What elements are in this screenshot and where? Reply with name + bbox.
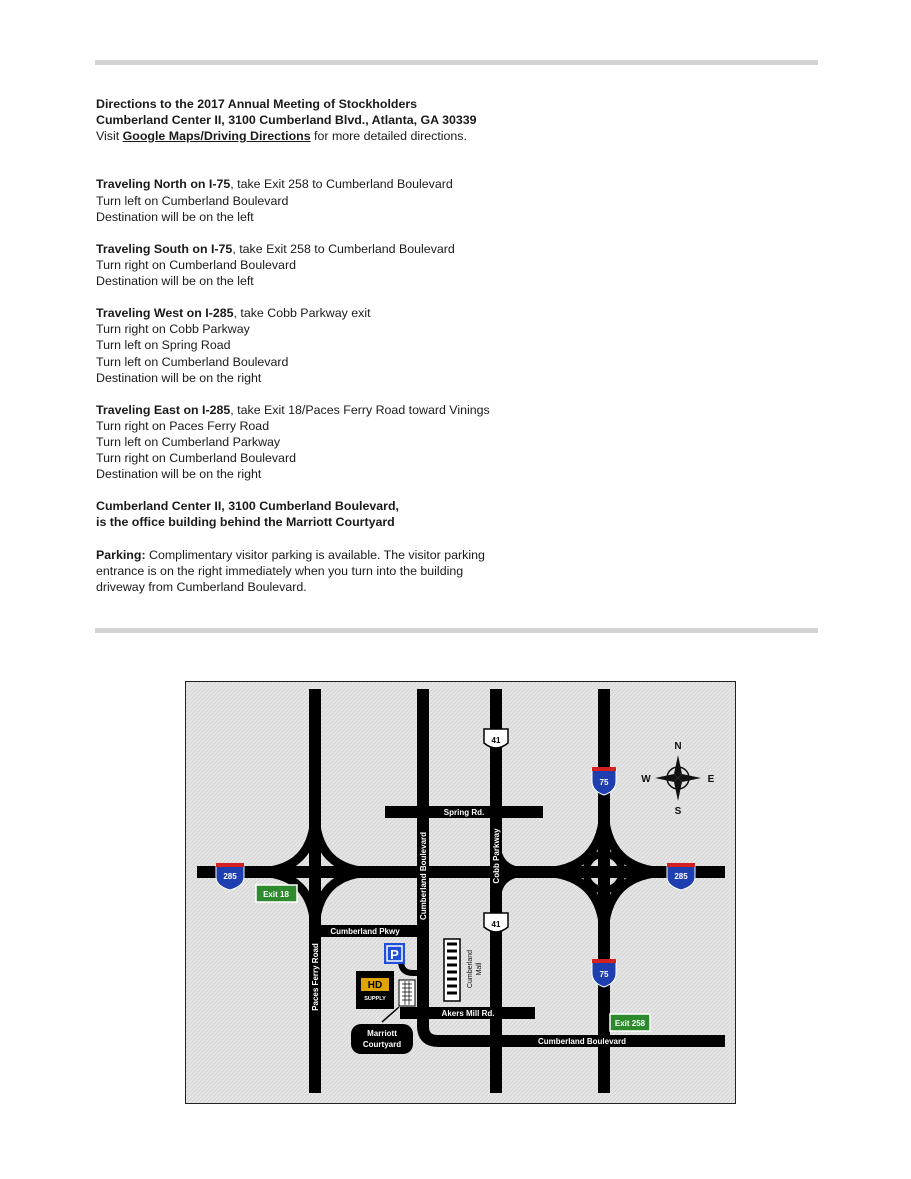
svg-text:41: 41 [491,736,501,745]
akers-mill-label: Akers Mill Rd. [441,1009,495,1018]
svg-text:285: 285 [674,872,688,881]
cobb-parkway-label: Cobb Parkway [492,828,501,884]
route-step: Turn left on Cumberland Boulevard [96,193,289,208]
i75-shield-top [592,767,616,795]
top-divider [95,60,818,65]
us41-shield-top [484,729,508,748]
paces-ferry-label: Paces Ferry Road [311,943,320,1011]
building-note: Cumberland Center II, 3100 Cumberland Boulevard, is the office building behind the Marriott Courtyard [96,499,399,530]
route-heading: Traveling West on I-285 [96,306,234,321]
svg-text:SUPPLY: SUPPLY [364,996,386,1002]
route-step: Turn left on Cumberland Boulevard [96,354,289,369]
exit-18-sign [256,885,297,902]
route-north: Traveling North on I-75, take Exit 258 to Cumberland Boulevard Turn left on Cumberland Boulevard Destination will be on the left [96,176,736,224]
spring-rd-label: Spring Rd. [443,808,485,817]
svg-text:Mall: Mall [476,962,483,976]
middle-divider [95,628,818,633]
svg-text:Courtyard: Courtyard [362,1040,402,1049]
exit-258-sign [610,1014,650,1031]
svg-text:Cumberland: Cumberland [467,949,474,989]
route-step: Turn right on Cumberland Boulevard [96,451,296,466]
i75-shield-bottom [592,959,616,987]
svg-text:Exit 18: Exit 18 [263,890,289,899]
route-heading: Traveling North on I-75 [96,177,231,192]
route-step: Turn left on Spring Road [96,338,231,353]
parking-label: Parking: [96,547,146,562]
compass-e: E [707,774,715,785]
route-step: Turn right on Cobb Parkway [96,322,250,337]
route-step: Destination will be on the left [96,274,254,289]
route-step: Destination will be on the right [96,467,262,482]
route-heading: Traveling South on I-75 [96,241,233,256]
us41-shield-mid [484,913,508,932]
cumberland-blvd-horizontal-label: Cumberland Boulevard [537,1037,627,1046]
compass-s: S [674,806,682,817]
svg-text:75: 75 [599,970,609,979]
svg-text:Marriott: Marriott [367,1029,397,1038]
route-step: Destination will be on the left [96,209,254,224]
map-svg [185,681,736,1104]
route-east: Traveling East on I-285, take Exit 18/Paces Ferry Road toward Vinings Turn right on Paces Ferry Road Turn left on Cumberland Parkway Turn right on Cumberland Boulevard Destination will be on the right [96,402,736,482]
compass-n: N [674,741,682,752]
compass-w: W [641,774,651,785]
route-step: Turn left on Cumberland Parkway [96,434,281,449]
cumberland-blvd-vertical-label: Cumberland Boulevard [419,831,428,921]
page-title: Directions to the 2017 Annual Meeting of Stockholders [96,97,418,111]
i285-shield-left [216,863,244,890]
meeting-address: Cumberland Center II, 3100 Cumberland Blvd., Atlanta, GA 30339 [96,113,477,128]
visit-line: Visit Google Maps/Driving Directions for more detailed directions. [96,129,467,144]
route-heading: Traveling East on I-285 [96,402,231,417]
route-west: Traveling West on I-285, take Cobb Parkway exit Turn right on Cobb Parkway Turn left on Spring Road Turn left on Cumberland Boulevard Destination will be on the right [96,305,736,385]
hd-supply-logo [356,971,394,1009]
google-maps-link[interactable]: Google Maps/Driving Directions [122,129,311,144]
directions-text [96,96,736,595]
route-south: Traveling South on I-75, take Exit 258 to Cumberland Boulevard Turn right on Cumberland Boulevard Destination will be on the left [96,241,736,289]
parking-note: Parking: Complimentary visitor parking is available. The visitor parking entrance is on the right immediately when you turn into the building driveway from Cumberland Boulevard. [96,547,485,594]
cumberland-pkwy-label: Cumberland Pkwy [330,927,400,936]
svg-text:Exit 258: Exit 258 [614,1019,646,1028]
location-map [185,681,736,1104]
parking-sign [384,943,405,964]
route-step: Turn right on Cumberland Boulevard [96,257,296,272]
i285-shield-right [667,863,695,890]
svg-text:P: P [390,947,399,962]
svg-text:41: 41 [491,920,501,929]
office-building-icon [399,980,415,1006]
route-step: Destination will be on the right [96,370,262,385]
svg-text:75: 75 [599,778,609,787]
svg-text:HD: HD [367,980,383,991]
svg-text:285: 285 [223,872,237,881]
route-step: Turn right on Paces Ferry Road [96,418,270,433]
